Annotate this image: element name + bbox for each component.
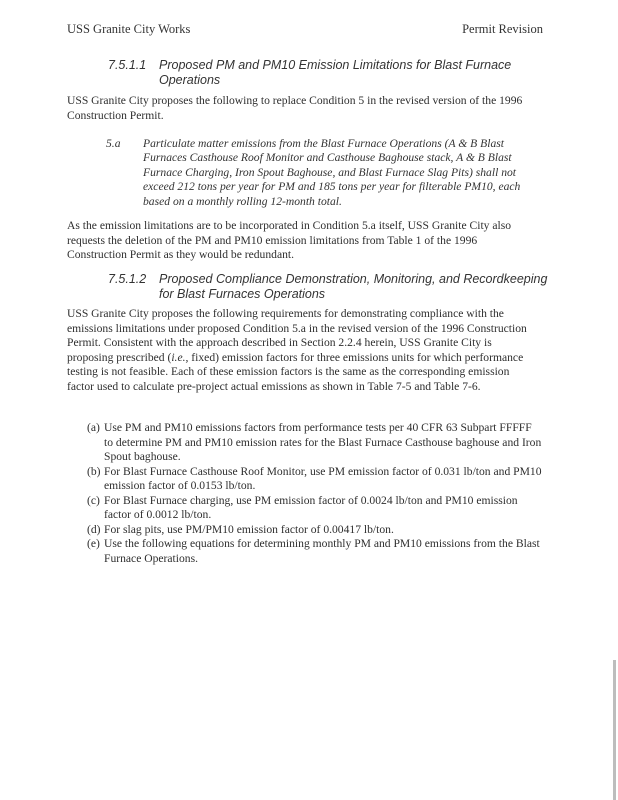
list-marker: (b) [87,464,101,478]
list-marker: (a) [87,421,100,434]
list-marker: (c) [87,493,100,507]
list-item [87,523,542,538]
intro-paragraph: USS Granite City proposes the following to replace Condition 5 in the revised version of the 1996 Construction Permit. [67,94,523,122]
compliance-text-start: USS Granite City proposes the following requirements for demonstrating compliance with the emissions limitations under proposed Condition 5.a in the revised version of the 1996 Construction Permit. Consistent with the approach described in Section 2.2.4 herein, USS Granite City is proposing prescribed ( [67,307,527,364]
list-item [87,494,542,523]
compliance-text-end: fixed) emission factors for three emissions units for which performance testing is not feasible. Each of these emission factors is the same as the corresponding emission factor used to calculate pre-project actual emissions as shown in Table 7-5 and Table 7-6. [67,350,524,393]
section-number-2: 7.5.1.2 [108,272,147,286]
header-left: USS Granite City Works [67,22,191,36]
list-marker: (d) [87,522,101,536]
list-item-text: For slag pits, use PM/PM10 emission factor of 0.00417 lb/ton. [104,522,394,536]
condition-quote [106,137,536,209]
section-title-1: Proposed PM and PM10 Emission Limitations for Blast Furnace Operations [159,58,512,87]
section-title-2: Proposed Compliance Demonstration, Monitoring, and Recordkeeping for Blast Furnaces Operations [159,272,548,301]
condition-number: 5.a [106,137,121,150]
scan-edge-artifact [613,660,616,800]
list-item [87,537,542,566]
header-right: Permit Revision [462,22,543,36]
list-marker: (e) [87,537,100,550]
list-item [87,421,542,465]
section-number-1: 7.5.1.1 [108,58,147,72]
list-item-text: For Blast Furnace charging, use PM emission factor of 0.0024 lb/ton and PM10 emission factor of 0.0012 lb/ton. [104,493,518,521]
requirements-list [87,421,542,566]
list-item-text: For Blast Furnace Casthouse Roof Monitor, use PM emission factor of 0.031 lb/ton and PM10 emission factor of 0.0153 lb/ton. [104,464,542,492]
list-item [87,465,542,494]
compliance-paragraph [67,307,527,394]
section-heading-2 [108,272,548,302]
list-item-text: Use the following equations for determining monthly PM and PM10 emissions from the Blast Furnace Operations. [104,537,540,565]
section-heading-1 [108,58,548,88]
compliance-text-italic: i.e., [171,350,189,364]
condition-text: Particulate matter emissions from the Blast Furnace Operations (A & B Blast Furnaces Casthouse Roof Monitor and Casthouse Baghouse stack, A & B Blast Furnace Charging, Iron Spout Baghouse, and Blast Furnace Slag Pits) shall not exceed 212 tons per year for PM and 185 tons per year for filterable PM10, each based on a monthly rolling 12-month total. [143,137,521,208]
page-header [67,22,543,37]
deletion-paragraph: As the emission limitations are to be incorporated in Condition 5.a itself, USS Granite City also requests the deletion of the PM and PM10 emission limitations from Table 1 of the 1996 Construction Permit as they would be redundant. [67,219,512,261]
list-item-text: Use PM and PM10 emissions factors from performance tests per 40 CFR 63 Subpart FFFFF to determine PM and PM10 emission rates for the Blast Furnace Casthouse baghouse and Iron Spout baghouse. [104,421,542,463]
